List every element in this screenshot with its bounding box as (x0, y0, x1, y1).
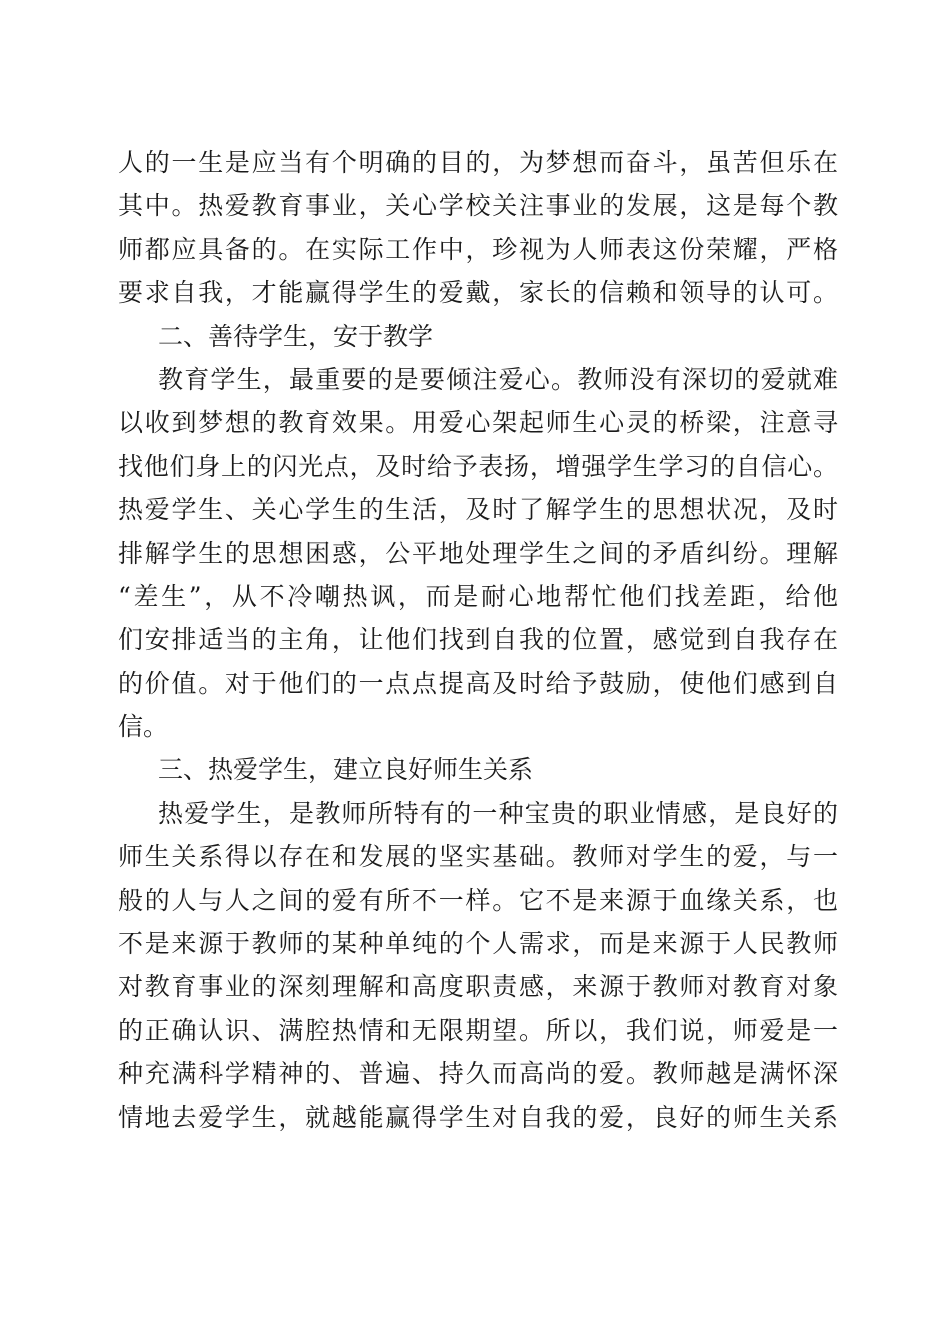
paragraph-line: 找他们身上的闪光点，及时给予表扬，增强学生学习的自信心。 (118, 451, 838, 481)
paragraph-line: 以收到梦想的教育效果。用爱心架起师生心灵的桥梁，注意寻 (118, 408, 838, 438)
paragraph-line: 热爱学生、关心学生的生活，及时了解学生的思想状况，及时 (118, 495, 838, 525)
paragraph-line: 般的人与人之间的爱有所不一样。它不是来源于血缘关系，也 (118, 885, 838, 915)
paragraph-line: 教育学生，最重要的是要倾注爱心。教师没有深切的爱就难 (158, 364, 838, 394)
paragraph-line: 种充满科学精神的、普遍、持久而高尚的爱。教师越是满怀深 (118, 1059, 838, 1089)
paragraph-line: 师都应具备的。在实际工作中，珍视为人师表这份荣耀，严格 (118, 234, 838, 264)
paragraph-line: 排解学生的思想困惑，公平地处理学生之间的矛盾纠纷。理解 (118, 538, 838, 568)
paragraph-line: 情地去爱学生，就越能赢得学生对自我的爱，良好的师生关系 (118, 1102, 838, 1132)
paragraph-line: 要求自我，才能赢得学生的爱戴，家长的信赖和领导的认可。 (118, 278, 838, 308)
paragraph-line: 其中。热爱教育事业，关心学校关注事业的发展，这是每个教 (118, 191, 838, 221)
section-heading: 三、热爱学生，建立良好师生关系 (158, 755, 534, 785)
paragraph-line: 们安排适当的主角，让他们找到自我的位置，感觉到自我存在 (118, 625, 838, 655)
document-body (118, 141, 838, 1139)
section-heading: 二、善待学生，安于教学 (158, 321, 434, 351)
paragraph-line: “差生”，从不冷嘲热讽，而是耐心地帮忙他们找差距，给他 (118, 581, 838, 611)
paragraph-line: 对教育事业的深刻理解和高度职责感，来源于教师对教育对象 (118, 972, 838, 1002)
paragraph-line: 师生关系得以存在和发展的坚实基础。教师对学生的爱，与一 (118, 842, 838, 872)
paragraph-line: 人的一生是应当有个明确的目的，为梦想而奋斗，虽苦但乐在 (118, 148, 838, 177)
paragraph-line: 的价值。对于他们的一点点提高及时给予鼓励，使他们感到自 (118, 668, 838, 698)
paragraph-line: 信。 (118, 712, 169, 742)
paragraph-line: 不是来源于教师的某种单纯的个人需求，而是来源于人民教师 (118, 929, 838, 959)
paragraph-line: 热爱学生，是教师所特有的一种宝贵的职业情感，是良好的 (158, 798, 838, 828)
paragraph-line: 的正确认识、满腔热情和无限期望。所以，我们说，师爱是一 (118, 1015, 838, 1045)
